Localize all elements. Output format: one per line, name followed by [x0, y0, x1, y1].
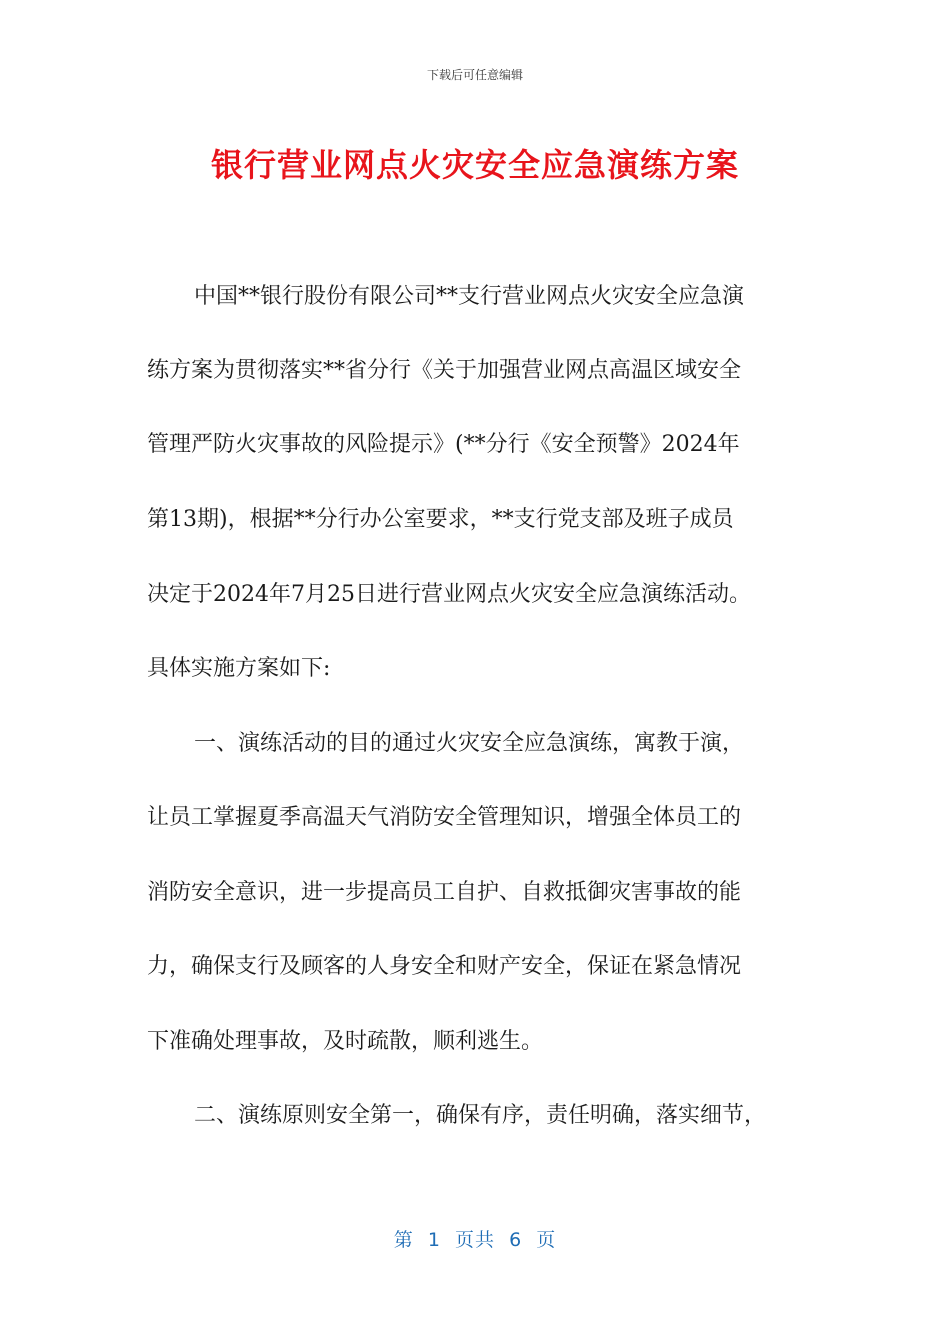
body-line: 具体实施方案如下:: [147, 656, 331, 681]
body-line: 消防安全意识，进一步提高员工自护、自救抵御灾害事故的能: [147, 880, 742, 905]
page-footer: 第 1 页共 6 页: [393, 1229, 557, 1251]
body-line: 中国**银行股份有限公司**支行营业网点火灾安全应急演: [194, 284, 745, 309]
body-line: 第13期)，根据**分行办公室要求，**支行党支部及班子成员: [147, 507, 734, 532]
body-line: 二、演练原则安全第一，确保有序，责任明确，落实细节，: [194, 1103, 767, 1128]
body-line: 让员工掌握夏季高温天气消防安全管理知识，增强全体员工的: [147, 805, 742, 830]
body-line: 一、演练活动的目的通过火灾安全应急演练，寓教于演，: [194, 731, 745, 756]
document-title: 银行营业网点火灾安全应急演练方案: [210, 146, 739, 184]
body-line: 决定于2024年7月25日进行营业网点火灾安全应急演练活动。: [147, 582, 751, 607]
header-note: 下载后可任意编辑: [426, 68, 523, 82]
body-line: 下准确处理事故，及时疏散，顺利逃生。: [147, 1029, 544, 1054]
body-line: 管理严防火灾事故的风险提示》(**分行《安全预警》2024年: [147, 432, 740, 457]
body-line: 力，确保支行及顾客的人身安全和财产安全，保证在紧急情况: [147, 954, 742, 979]
body-line: 练方案为贯彻落实**省分行《关于加强营业网点高温区域安全: [147, 358, 742, 383]
